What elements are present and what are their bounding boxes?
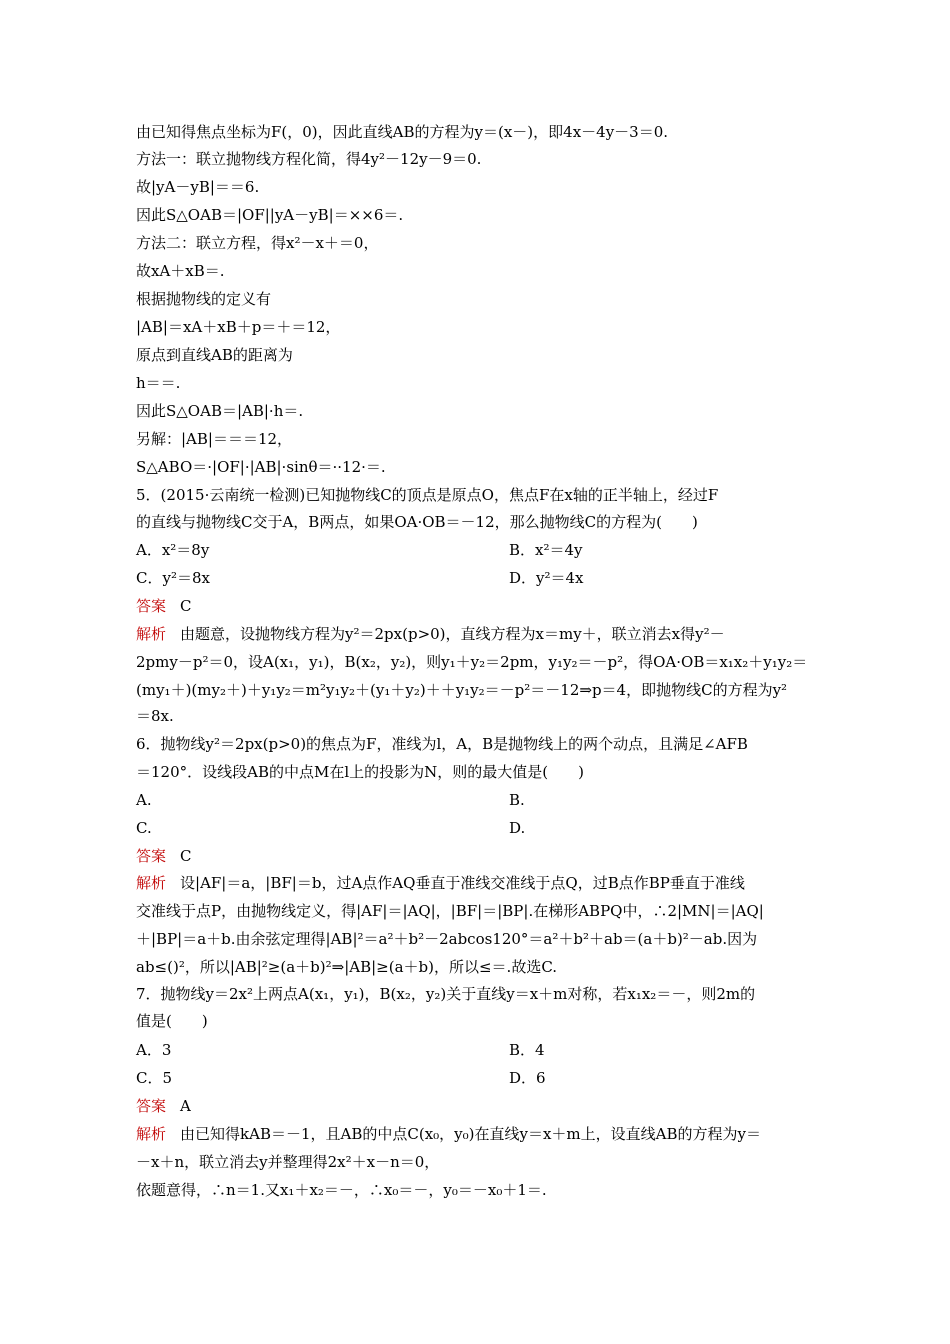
text-line: h＝＝. (136, 374, 181, 392)
answer-line (136, 1096, 191, 1116)
analysis-line: ＝8x. (136, 707, 174, 725)
text-line: 因此S△OAB＝|OF||yA－yB|＝××6＝. (136, 206, 404, 224)
text-line: 故|yA－yB|＝＝6. (136, 178, 260, 196)
option-d: D. (509, 819, 526, 837)
analysis-line: 交准线于点P，由抛物线定义，得|AF|＝|AQ|，|BF|＝|BP|.在梯形ABPQ中，∴2|MN|＝|AQ| (136, 902, 764, 920)
analysis-text: 由已知得kAB＝－1，且AB的中点C(x₀，y₀)在直线y＝x＋m上，设直线AB的方程为y＝ (180, 1125, 761, 1143)
text-line: 方法一：联立抛物线方程化简，得4y²－12y－9＝0. (136, 150, 482, 168)
answer-label: 答案 (136, 1097, 167, 1115)
text-line: 故xA＋xB＝. (136, 262, 225, 280)
text-line: S△ABO＝·|OF|·|AB|·sinθ＝··12·＝. (136, 458, 386, 476)
analysis-label: 解析 (136, 874, 167, 892)
option-a: A．x²＝8y (136, 541, 210, 559)
answer-line (136, 846, 192, 866)
answer-line (136, 596, 192, 616)
answer-value: C (180, 847, 192, 865)
answer-value: A (180, 1097, 191, 1115)
option-c: C．y²＝8x (136, 569, 210, 587)
question-6-stem: 6．抛物线y²＝2px(p>0)的焦点为F，准线为l，A，B是抛物线上的两个动点，且满足∠AFB (136, 735, 748, 753)
option-c: C. (136, 819, 152, 837)
question-7-stem: 7．抛物线y＝2x²上两点A(x₁，y₁)，B(x₂，y₂)关于直线y＝x＋m对称，若x₁x₂＝－，则2m的 (136, 985, 756, 1003)
analysis-text: 由题意，设抛物线方程为y²＝2px(p>0)，直线方程为x＝my＋，联立消去x得y²－ (180, 625, 725, 643)
text-line: 方法二：联立方程，得x²－x＋＝0， (136, 234, 379, 252)
analysis-line (136, 624, 725, 644)
text-line: 原点到直线AB的距离为 (136, 346, 293, 364)
analysis-line: ＋|BP|＝a＋b.由余弦定理得|AB|²＝a²＋b²－2abcos120°＝a²＋b²＋ab＝(a＋b)²－ab.因为 (136, 930, 758, 948)
question-6-stem: ＝120°．设线段AB的中点M在l上的投影为N，则的最大值是( ) (136, 763, 584, 781)
question-5-stem: 的直线与抛物线C交于A，B两点，如果OA·OB＝－12，那么抛物线C的方程为( ) (136, 513, 698, 531)
analysis-label: 解析 (136, 1125, 167, 1143)
answer-label: 答案 (136, 847, 167, 865)
analysis-line: －x＋n，联立消去y并整理得2x²＋x－n＝0， (136, 1153, 440, 1171)
answer-value: C (180, 597, 192, 615)
analysis-line: ab≤()²，所以|AB|²≥(a＋b)²⇒|AB|≥(a＋b)，所以≤＝.故选C. (136, 958, 558, 976)
option-a: A．3 (136, 1041, 172, 1059)
analysis-line: 2pmy－p²＝0，设A(x₁，y₁)，B(x₂，y₂)，则y₁＋y₂＝2pm，y₁y₂＝－p²，得OA·OB＝x₁x₂＋y₁y₂＝ (136, 653, 808, 671)
analysis-label: 解析 (136, 625, 167, 643)
analysis-text: 设|AF|＝a，|BF|＝b，过A点作AQ垂直于准线交准线于点Q，过B点作BP垂直于准线 (180, 874, 745, 892)
question-5-stem: 5．(2015·云南统一检测)已知抛物线C的顶点是原点O，焦点F在x轴的正半轴上，经过F (136, 486, 719, 504)
text-line: |AB|＝xA＋xB＋p＝＋＝12， (136, 318, 341, 336)
text-line: 由已知得焦点坐标为F(，0)，因此直线AB的方程为y＝(x－)，即4x－4y－3＝0. (136, 123, 669, 141)
option-b: B．x²＝4y (509, 541, 583, 559)
answer-label: 答案 (136, 597, 167, 615)
analysis-line: (my₁＋)(my₂＋)＋y₁y₂＝m²y₁y₂＋(y₁＋y₂)＋＋y₁y₂＝－p²＝－12⇒p＝4，即抛物线C的方程为y² (136, 681, 788, 699)
analysis-line: 依题意得，∴n＝1.又x₁＋x₂＝－，∴x₀＝－，y₀＝－x₀＋1＝. (136, 1181, 547, 1199)
option-d: D．6 (509, 1069, 546, 1087)
question-7-stem: 值是( ) (136, 1012, 208, 1030)
analysis-line (136, 1124, 761, 1144)
option-b: B. (509, 791, 525, 809)
option-a: A. (136, 791, 152, 809)
option-c: C．5 (136, 1069, 173, 1087)
text-line: 根据抛物线的定义有 (136, 290, 272, 308)
text-line: 另解：|AB|＝＝＝12， (136, 430, 293, 448)
option-d: D．y²＝4x (509, 569, 584, 587)
text-line: 因此S△OAB＝|AB|·h＝. (136, 402, 304, 420)
analysis-line (136, 873, 745, 893)
option-b: B．4 (509, 1041, 545, 1059)
